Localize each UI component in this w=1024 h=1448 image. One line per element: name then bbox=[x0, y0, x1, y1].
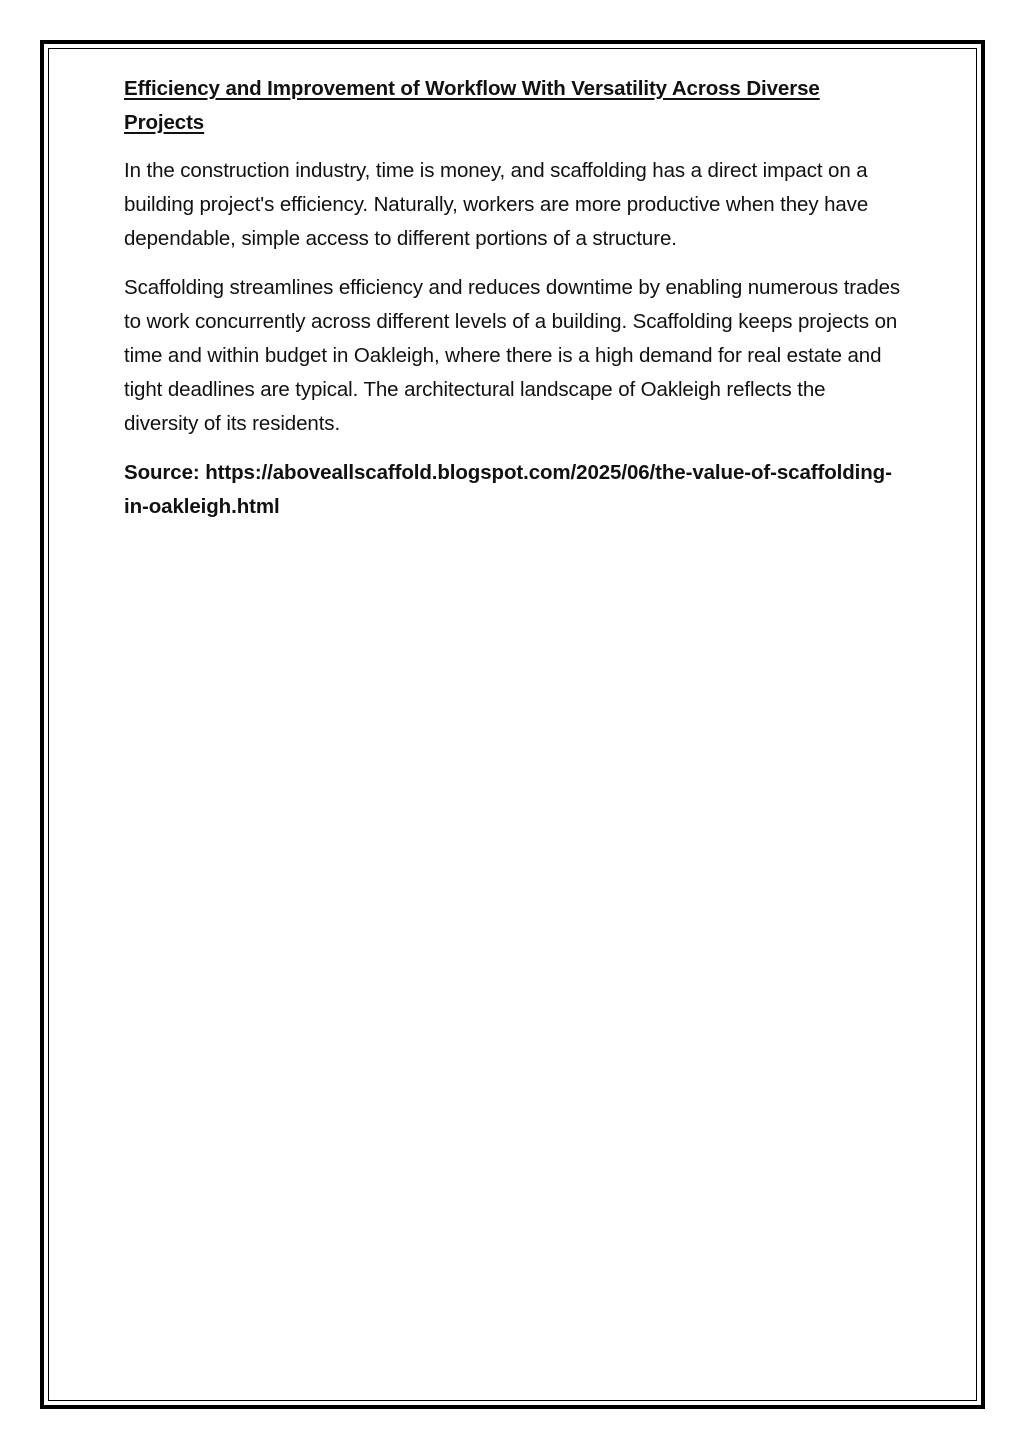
section-heading: Efficiency and Improvement of Workflow With Versatility Across Diverse Projects bbox=[124, 77, 820, 134]
source-link[interactable]: Source: https://aboveallscaffold.blogspot.com/2025/06/the-value-of-scaffolding-in-oakleigh.html bbox=[124, 461, 892, 518]
document-body bbox=[124, 72, 904, 524]
paragraph-2: Scaffolding streamlines efficiency and reduces downtime by enabling numerous trades to work concurrently across different levels of a building. Scaffolding keeps projects on time and within budget in Oakleigh, where there is a high demand for real estate and tight deadlines are typical. The architectural landscape of Oakleigh reflects the diversity of its residents. bbox=[124, 276, 901, 435]
paragraph-1: In the construction industry, time is money, and scaffolding has a direct impact on a building project's efficiency. Naturally, workers are more productive when they have dependable, simple access to different portions of a structure. bbox=[124, 159, 869, 250]
